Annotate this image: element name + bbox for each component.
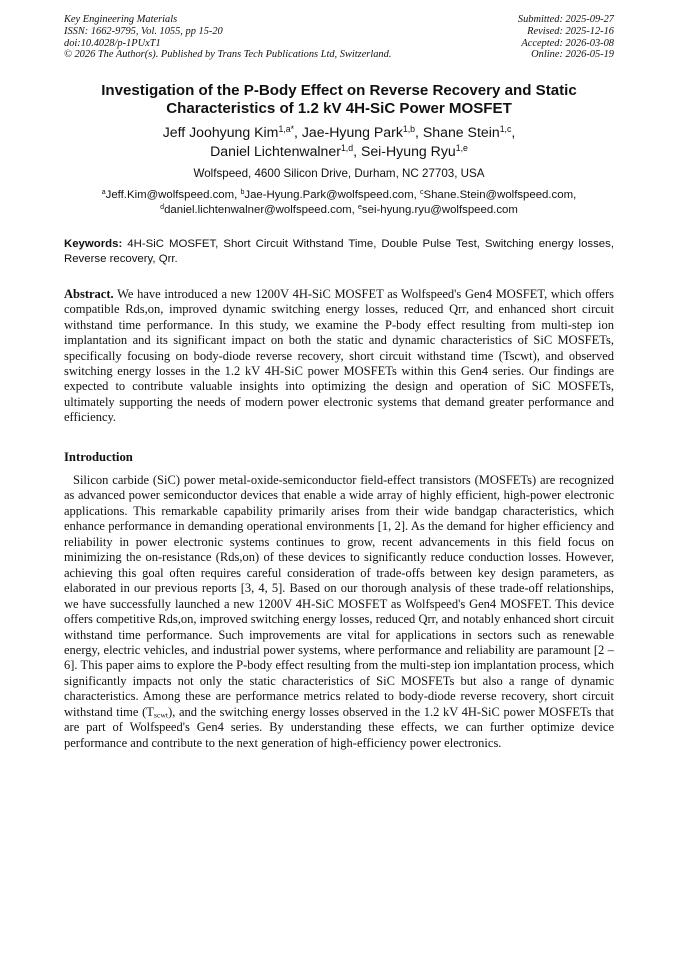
email-list <box>60 188 618 218</box>
author-name: Jae-Hyung Park <box>301 124 403 140</box>
author-separator: , <box>415 124 423 140</box>
submitted-date: Submitted: 2025-09-27 <box>517 14 614 25</box>
intro-text-continued: ), and the switching energy losses observed in the 1.2 kV 4H-SiC power MOSFETs that are part of Wolfspeed's Gen4 series. By understanding these effects, we can further optimize device performance and contribute to the next generation of high-efficiency power electronics. <box>64 704 614 750</box>
author-list <box>60 123 618 160</box>
email-superscript: c <box>419 189 424 197</box>
author-separator: , <box>293 124 302 140</box>
author-superscript: 1,a* <box>278 124 294 135</box>
revised-date: Revised: 2025-12-16 <box>527 25 614 37</box>
paper-title <box>60 82 618 118</box>
copyright-line: © 2026 The Author(s). Published by Trans Tech Publications Ltd, Switzerland. <box>64 49 392 61</box>
journal-name: Key Engineering Materials <box>64 14 178 25</box>
journal-header <box>64 14 444 61</box>
title-line-2: Characteristics of 1.2 kV 4H-SiC Power MOSFET <box>166 100 512 117</box>
keywords-label: Keywords: <box>64 238 123 250</box>
intro-text: Silicon carbide (SiC) power metal-oxide-semiconductor field-effect transistors (MOSFETs) are recognized as advanced power semiconductor devices that enable a wide array of highly efficient, high-power electronic applications. This remarkable capability primarily arises from their wide bandgap characteristics, which enhance performance in demanding operational environments [1, 2]. As the demand for higher efficiency and reliability in power electronic systems continues to grow, recent advancements in this field focus on minimizing the on-resistance (Rds,on) of these devices to significantly reduce conduction losses. However, achieving this goal often requires careful consideration of trade-offs between key design parameters, as elaborated in our previous reports [3, 4, 5]. Based on our thorough analysis of these trade-off relationships, we have successfully launched a new 1200V 4H-SiC MOSFET as Wolfspeed's Gen4 MOSFET. This device offers competitive Rds,on, improved switching energy losses, reduced Qrr, and notably enhanced short circuit withstand time performance. Such improvements are vital for applications in sectors such as renewable energy, electric vehicles, and industrial power systems, where performance and reliability are paramount [2 – 6]. This paper aims to explore the P-body effect resulting from the multi-step ion implantation process, which significantly impacts not only the static characteristics of SiC MOSFETs but also a range of dynamic characteristics. Among these are performance metrics related to body-diode reverse recovery, short circuit withstand time (T <box>64 473 614 719</box>
author-name: Shane Stein <box>422 124 500 140</box>
dates-header <box>414 14 614 61</box>
abstract-label: Abstract. <box>64 287 114 301</box>
email-address: Jae-Hyung.Park@wolfspeed.com, <box>244 189 420 201</box>
author-superscript: 1,e <box>455 142 468 153</box>
email-superscript: d <box>160 204 165 212</box>
author-line-2 <box>60 142 618 161</box>
keywords-paragraph <box>64 237 614 267</box>
email-line-2 <box>60 203 618 218</box>
email-line-1 <box>60 188 618 203</box>
author-name: Sei-Hyung Ryu <box>360 142 456 159</box>
email-superscript: b <box>240 189 245 197</box>
abstract-text: We have introduced a new 1200V 4H-SiC MOSFET as Wolfspeed's Gen4 MOSFET, which offers compatible Rds,on, improved dynamic switching energy losses, reduced Qrr, and enhanced short circuit withstand time performance. In this study, we examine the P-body effect resulting from multi-step ion implantation and its significant impact on both the static and dynamic characteristics of SiC MOSFETs, specifically focusing on body-diode reverse recovery, short circuit withstand time (Tscwt), and observed switching energy losses in the 1.2 kV 4H-SiC power MOSFETs within this Gen4 series. Our findings are expected to contribute valuable insights into optimizing the design and operation of SiC MOSFETs, ultimately supporting the needs of modern power electronic systems that demand greater performance and efficiency. <box>64 287 614 425</box>
abstract-paragraph <box>64 287 614 426</box>
intro-subscript: scwt <box>153 710 169 720</box>
email-superscript: e <box>358 204 362 212</box>
doi-line: doi:10.4028/p-1PUxT1 <box>64 37 161 49</box>
online-date: Online: 2026-05-19 <box>531 49 614 61</box>
author-separator: , <box>353 142 361 159</box>
introduction-paragraph <box>64 473 614 751</box>
author-superscript: 1,c <box>499 124 512 135</box>
author-name: Jeff Joohyung Kim <box>162 124 279 140</box>
email-address: Shane.Stein@wolfspeed.com, <box>423 189 577 201</box>
email-address: Jeff.Kim@wolfspeed.com, <box>105 189 241 201</box>
email-address: daniel.lichtenwalner@wolfspeed.com, <box>164 204 358 217</box>
section-heading: Introduction <box>64 450 133 464</box>
email-address: sei-hyung.ryu@wolfspeed.com <box>361 204 518 217</box>
email-superscript: a <box>101 189 106 197</box>
author-line-1 <box>60 123 618 142</box>
keywords-text: 4H-SiC MOSFET, Short Circuit Withstand Time, Double Pulse Test, Switching energy losses, Reverse recovery, Qrr. <box>64 238 614 266</box>
issn-line: ISSN: 1662-9795, Vol. 1055, pp 15-20 <box>64 25 223 37</box>
author-superscript: 1,d <box>340 142 354 153</box>
accepted-date: Accepted: 2026-03-08 <box>521 37 614 49</box>
title-line-1: Investigation of the P-Body Effect on Reverse Recovery and Static <box>101 82 577 99</box>
author-name: Daniel Lichtenwalner <box>210 142 341 159</box>
author-superscript: 1,b <box>402 124 416 135</box>
affiliation: Wolfspeed, 4600 Silicon Drive, Durham, NC 27703, USA <box>193 167 485 180</box>
author-separator: , <box>511 124 516 140</box>
